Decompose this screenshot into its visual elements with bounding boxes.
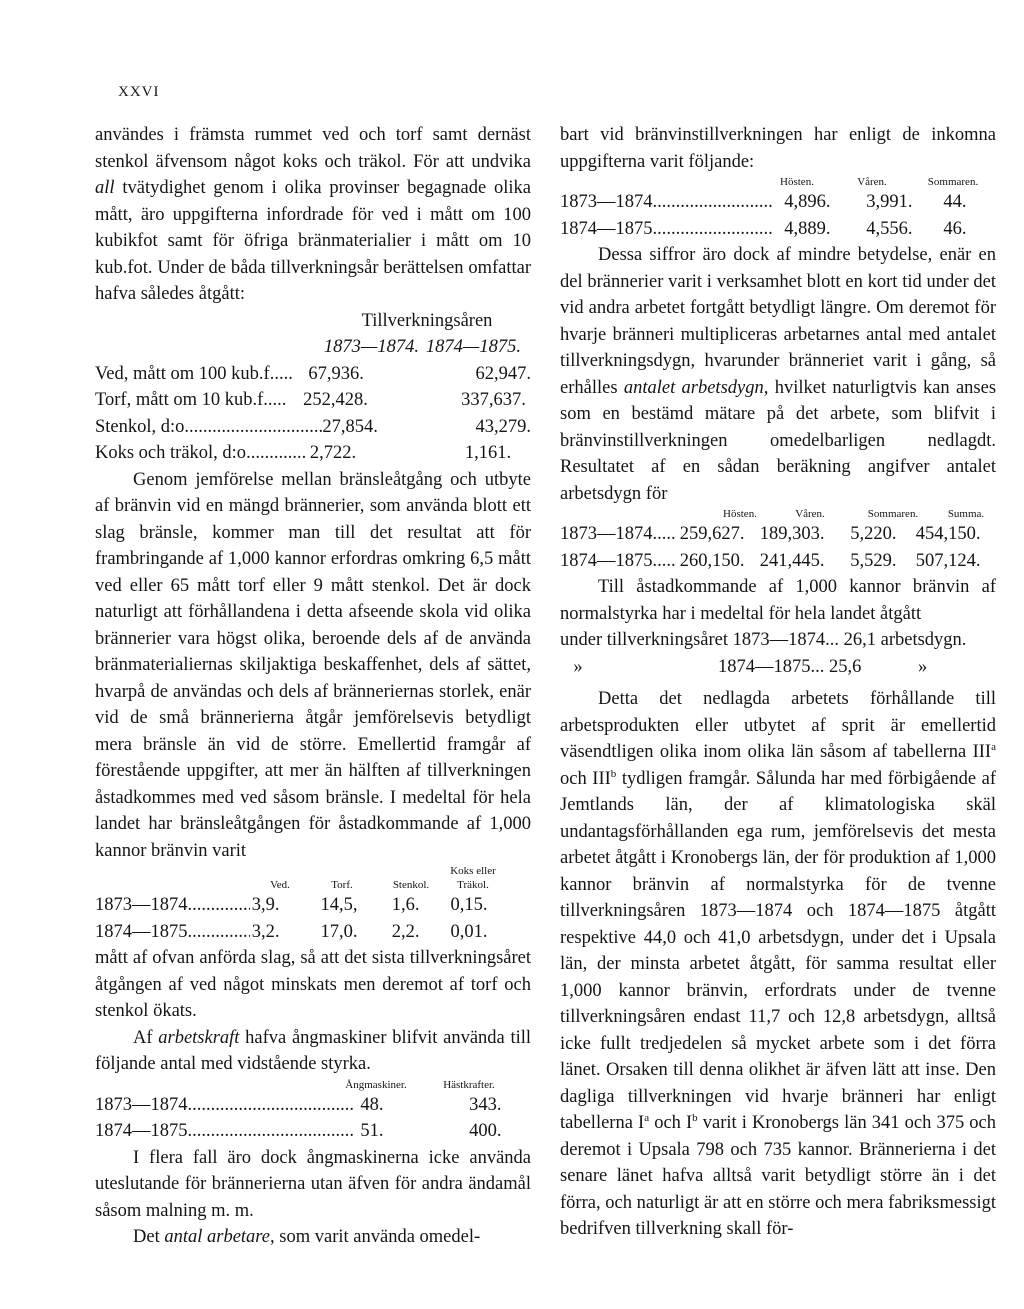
table-row: Torf, mått om 10 kub.f. ..... 252,428. 337,637. (95, 387, 531, 414)
norm-line-1: under tillverkningsåret 1873—1874... 26,1 arbetsdygn. (560, 630, 967, 650)
paragraph: bart vid bränvinstillverkningen har enligt de inkomna uppgifterna varit följande: (560, 125, 996, 172)
paragraph: Af arbetskraft hafva ångmaskiner blifvit använda till följande antal med vidstående styrka. (95, 1027, 532, 1074)
paragraph: användes i främsta rummet ved och torf samt dernäst stenkol äfvensom något koks och träkol. För att undvika all tvätydighet genom i olika provinser begagnade olika mått, äro uppgifterna infordrade för ved i mått om 100 kubikfot samt för öfriga bränmaterialier i mått om 10 kub.fot. Under de båda tillverkningsår berättelsen omfattar hafva således åtgått: (95, 125, 531, 304)
table-row: 1874—1875 ..... 51. 400. (95, 1118, 531, 1145)
table-row: Stenkol, d:o ..... 27,854. 43,279. (95, 414, 531, 441)
paragraph: Dessa siffror äro dock af mindre betydelse, enär en del brännerier varit i verksamhet blott en kort tid under det vid andra arbetet fortgått betydligt längre. Om deremot för hvarje bränneri multipliceras arbetarnes antal med antalet tillverkningsdygn, hvarunder bränneriet varit i gång, så erhålles antalet arbetsdygn, hvilket naturligtvis kan anses som en bestämd mätare på det arbete, som blifvit i bränvinstillverkningen omedelbarligen nedlagdt. Resultatet af en sådan beräkning angifver antalet arbetsdygn för (560, 245, 997, 504)
table-row: 1873—1874 ..... 3,9. 14,5, 1,6. 0,15. (95, 892, 531, 919)
page-number: XXVI (118, 84, 160, 100)
table-row: 1874—1875 ..... 4,889. 4,556. 46. (560, 216, 996, 243)
paragraph: mått af ofvan anförda slag, så att det sista tillverkningsåret åtgången af ved något minskats men deremot af torf och stenkol ökats. (95, 948, 531, 1021)
table-row: 1873—1874 ..... 4,896. 3,991. 44. (560, 189, 996, 216)
steam-engine-table: Ångmaskiner. Hästkrafter. 1873—1874 ..... 48. 343. 1874—1875 ..... 51. 400. (95, 1078, 531, 1145)
table-header: Tillverkningsåren (361, 310, 493, 331)
table-row: Koks och träkol, d:o ..... 2,722. 1,161. (95, 440, 531, 467)
average-fuel-table: Ved. Torf. Stenkol. Koks eller Träkol. 1873—1874 ..... 3,9. 14,5, 1,6. 0,15. 1874—1875 ..... 3,2. 17,0. 2,2. 0,01. (95, 864, 531, 945)
table-row: 1873—1874 ..... 259,627. 189,303. 5,220. 454,150. (560, 521, 996, 548)
table-row: 1874—1875 ..... 260,150. 241,445. 5,529. 507,124. (560, 548, 996, 575)
paragraph: Genom jemförelse mellan bränsleåtgång och utbyte af bränvin vid en mängd brännerier, som använda blott ett slag bränsle, kommer man till det resultat att för frambringande af 1,000 kannor erfordras omkring 6,5 mått ved eller 65 mått torf eller 9 mått stenkol. Det är dock naturligt att förhållandena i detta afseende skola vid olika brännerier vara högst olika, beroende dels af de använda bränmaterialiernas skiljaktiga beskaffenhet, dels af sättet, hvarpå de användas och dels af bränneriernas storlek, enär vid de små brännerierna åtgår jemförelsevis betydligt mera bränsle än vid de större. Emellertid framgår af förestående uppgifter, att mer än hälften af tillverkningen åstadkommes med ved såsom bränsle. I medeltal för hela landet har bränsleåtgången för åstadkommande af 1,000 kannor bränvin varit (95, 469, 531, 861)
left-column (95, 122, 531, 1251)
fuel-table: Tillverkningsåren 1873—1874. 1874—1875. Ved, mått om 100 kub.f. ..... 67,936. 62,947. Torf, mått om 10 kub.f. ..... 252,428. 337,637. Stenkol, d:o ..... 27,854. 43,279. Koks och träkol, d:o ..... 2,722. 1,161. (95, 308, 531, 467)
right-column (560, 122, 996, 1243)
table-row: Ved, mått om 100 kub.f. ..... 67,936. 62,947. (95, 361, 531, 388)
table-row: 1874—1875 ..... 3,2. 17,0. 2,2. 0,01. (95, 919, 531, 946)
table-row: 1873—1874 ..... 48. 343. (95, 1092, 531, 1119)
paragraph: Detta det nedlagda arbetets förhållande till arbetsprodukten eller utbytet af sprit är emellertid väsendtligen olika inom olika län såsom af tabellerna III$^a$ och III$^b$ tydligen framgår. Sålunda har med förbigående af Jemtlands län, der af klimatologiska skäl undantagsförhållanden ega rum, jemförelsevis det mesta arbetet åtgått i Kronobergs län, der för produktion af 1,000 kannor bränvin af normalstyrka för de tvenne tillverkningsåren 1873—1874 och 1874—1875 åtgått respektive 44,0 och 41,0 arbetsdygn, under det i Upsala län, der minsta arbetet åtgått, för samma resultat eller 1,000 kannor bränvin, erfordrats under de tvenne tillverkningsåren endast 11,7 och 12,8 arbetsdygn, alltså icke fullt tredjedelen så mycket arbete som i det förra länet. Orsaken till denna olikhet är äfven lätt att inse. Den dagliga tillverkningen vid hvarje bränneri har enligt tabellerna $I^a$ och $I^b$ varit i Kronobergs län 341 och 375 och deremot i Upsala 798 och 735 kannor. Brännerierna i det senare länet hafva alltså varit betydligt större än i det förra, och naturligt är att en större och mera fabriksmessigt bedrifven tillverkning skall för- (560, 689, 997, 1239)
season-workers-table: Hösten. Våren. Sommaren. 1873—1874 ..... 4,896. 3,991. 44. 1874—1875 ..... 4,889. 4,556. 46. (560, 175, 996, 242)
paragraph: Till åstadkommande af 1,000 kannor bränvin af normalstyrka har i medeltal för hela landet åtgått (560, 577, 996, 624)
norm-line-2: » 1874—1875... 25,6 » (573, 656, 928, 677)
paragraph: I flera fall äro dock ångmaskinerna icke använda uteslutande för brännerierna utan äfven för andra ändamål såsom malning m. m. (95, 1147, 531, 1221)
paragraph: Det antal arbetare, som varit använda omedel- (133, 1227, 481, 1247)
work-days-table: Hösten. Våren. Sommaren. Summa. 1873—1874 ..... 259,627. 189,303. 5,220. 454,150. 1874—1875 ..... 260,150. 241,445. 5,529. 507,124. (560, 507, 996, 574)
